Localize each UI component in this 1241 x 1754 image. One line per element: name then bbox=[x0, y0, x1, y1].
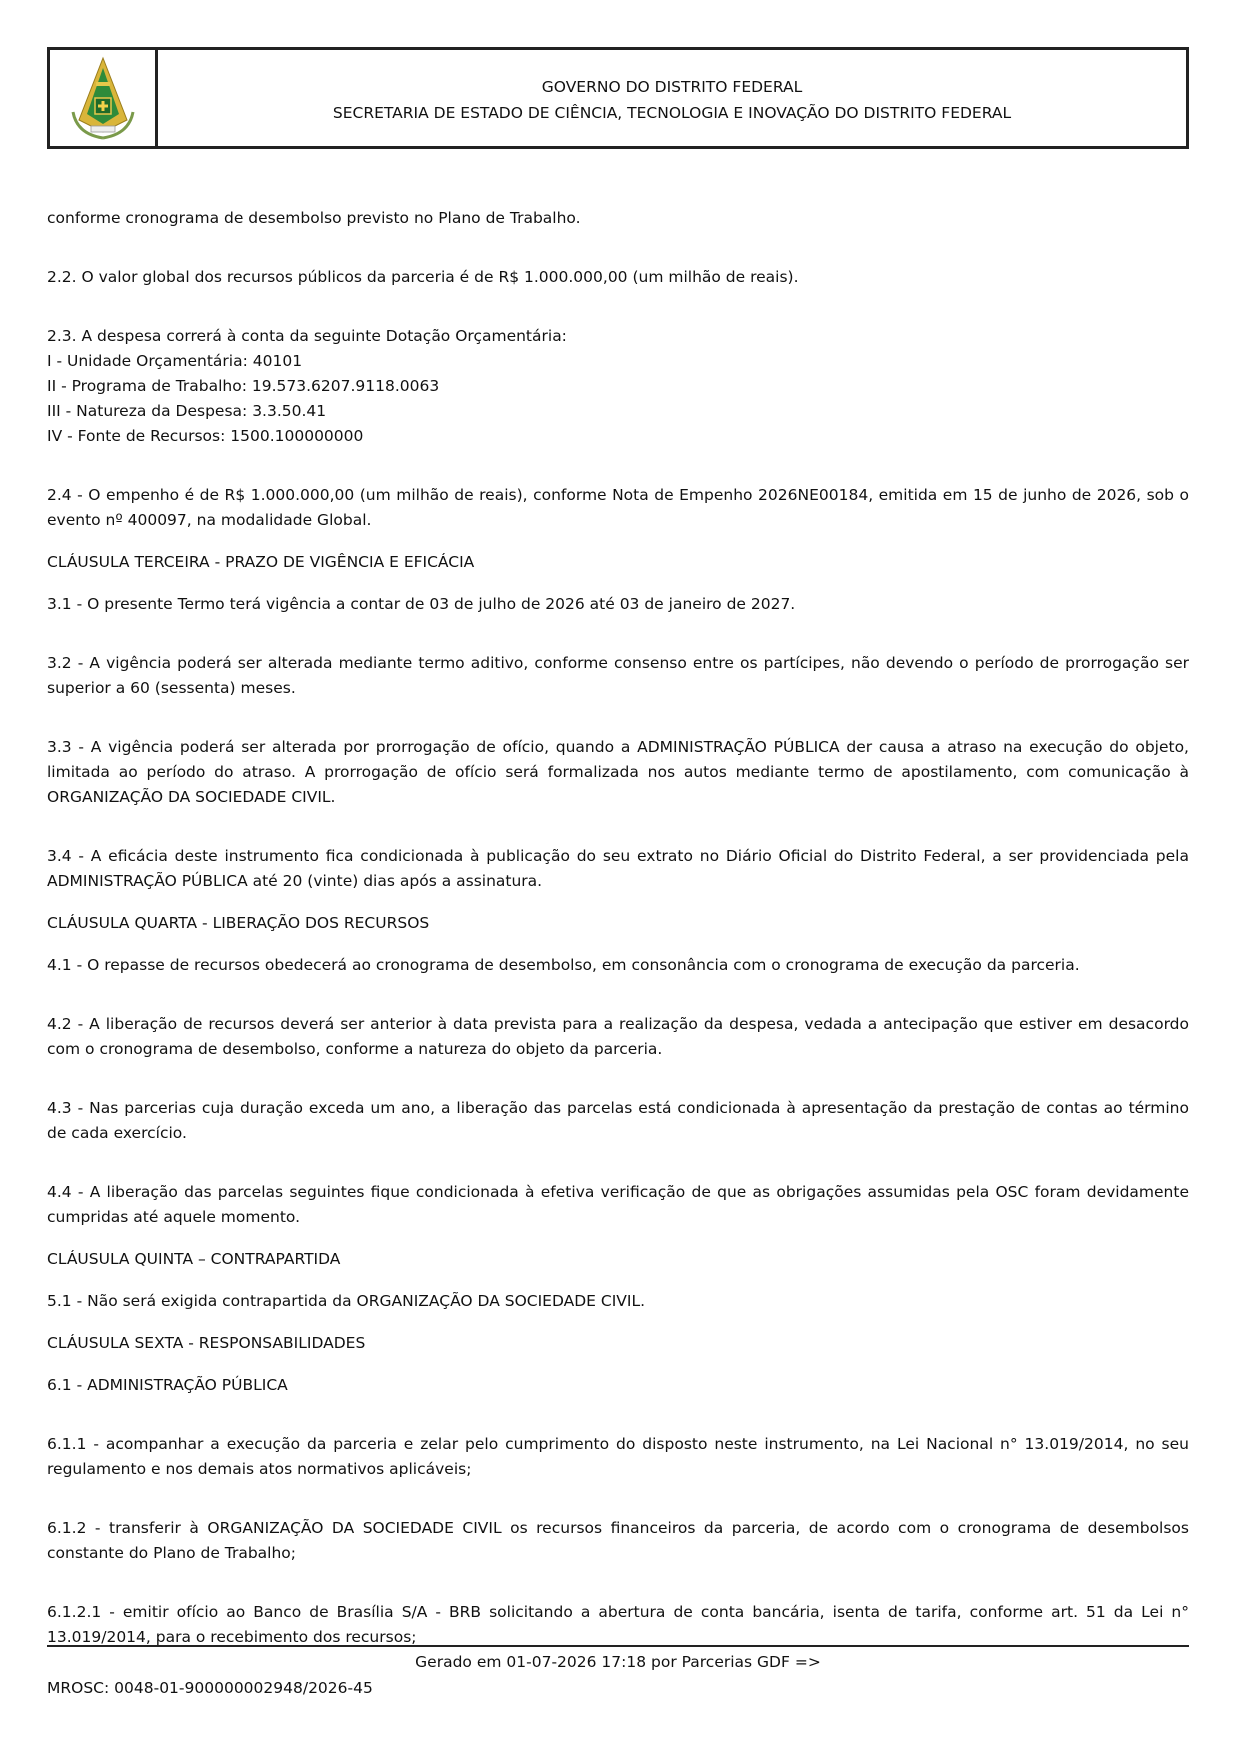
paragraph-6-1-1: 6.1.1 - acompanhar a execução da parceria e zelar pelo cumprimento do disposto neste instrumento, na Lei Nacional n° 13.019/2014, no seu regulamento e nos demais atos normativos aplicáveis; bbox=[47, 1435, 1189, 1478]
document-header bbox=[47, 47, 1189, 149]
generated-by-note: Gerado em 01-07-2026 17:18 por Parcerias GDF => bbox=[415, 1653, 821, 1671]
document-body bbox=[47, 206, 1189, 1650]
paragraph-6-1-2-1: 6.1.2.1 - emitir ofício ao Banco de Brasília S/A - BRB solicitando a abertura de conta bancária, isenta de tarifa, conforme art. 51 da Lei n° 13.019/2014, para o recebimento dos recursos; bbox=[47, 1603, 1189, 1646]
paragraph-4-3: 4.3 - Nas parcerias cuja duração exceda um ano, a liberação das parcelas está condicionada à apresentação da prestação de contas ao término de cada exercício. bbox=[47, 1099, 1189, 1142]
budget-item: I - Unidade Orçamentária: 40101 bbox=[47, 352, 303, 370]
paragraph-continuation: conforme cronograma de desembolso previsto no Plano de Trabalho. bbox=[47, 209, 581, 227]
clause-heading-3: CLÁUSULA TERCEIRA - PRAZO DE VIGÊNCIA E EFICÁCIA bbox=[47, 553, 475, 571]
paragraph-2-3-intro: 2.3. A despesa correrá à conta da seguinte Dotação Orçamentária: bbox=[47, 327, 567, 345]
mrosc-identifier: MROSC: 0048-01-900000002948/2026-45 bbox=[47, 1679, 373, 1697]
clause-heading-6: CLÁUSULA SEXTA - RESPONSABILIDADES bbox=[47, 1334, 366, 1352]
gdf-coat-of-arms-icon bbox=[63, 54, 143, 142]
secretariat-name: SECRETARIA DE ESTADO DE CIÊNCIA, TECNOLOGIA E INOVAÇÃO DO DISTRITO FEDERAL bbox=[332, 104, 1012, 122]
paragraph-2-2: 2.2. O valor global dos recursos públicos da parceria é de R$ 1.000.000,00 (um milhão de reais). bbox=[47, 268, 799, 286]
header-title-cell bbox=[158, 50, 1186, 146]
paragraph-3-4: 3.4 - A eficácia deste instrumento fica condicionada à publicação do seu extrato no Diário Oficial do Distrito Federal, a ser providenciada pela ADMINISTRAÇÃO PÚBLICA até 20 (vinte) dias após a assinatura. bbox=[47, 847, 1189, 890]
paragraph-3-3: 3.3 - A vigência poderá ser alterada por prorrogação de ofício, quando a ADMINISTRAÇÃO PÚBLICA der causa a atraso na execução do objeto, limitada ao período do atraso. A prorrogação de ofício será formalizada nos autos mediante termo de apostilamento, com comunicação à ORGANIZAÇÃO DA SOCIEDADE CIVIL. bbox=[47, 738, 1189, 806]
government-name: GOVERNO DO DISTRITO FEDERAL bbox=[541, 78, 803, 96]
budget-item: III - Natureza da Despesa: 3.3.50.41 bbox=[47, 402, 327, 420]
footer-divider bbox=[47, 1645, 1189, 1647]
paragraph-5-1: 5.1 - Não será exigida contrapartida da ORGANIZAÇÃO DA SOCIEDADE CIVIL. bbox=[47, 1292, 646, 1310]
paragraph-2-4: 2.4 - O empenho é de R$ 1.000.000,00 (um milhão de reais), conforme Nota de Empenho 2026NE00184, emitida em 15 de junho de 2026, sob o evento nº 400097, na modalidade Global. bbox=[47, 486, 1189, 529]
paragraph-6-1-2: 6.1.2 - transferir à ORGANIZAÇÃO DA SOCIEDADE CIVIL os recursos financeiros da parceria, de acordo com o cronograma de desembolsos constante do Plano de Trabalho; bbox=[47, 1519, 1189, 1562]
budget-item: IV - Fonte de Recursos: 1500.100000000 bbox=[47, 427, 364, 445]
paragraph-3-2: 3.2 - A vigência poderá ser alterada mediante termo aditivo, conforme consenso entre os partícipes, não devendo o período de prorrogação ser superior a 60 (sessenta) meses. bbox=[47, 654, 1189, 697]
paragraph-4-1: 4.1 - O repasse de recursos obedecerá ao cronograma de desembolso, em consonância com o cronograma de execução da parceria. bbox=[47, 956, 1080, 974]
clause-heading-5: CLÁUSULA QUINTA – CONTRAPARTIDA bbox=[47, 1250, 341, 1268]
paragraph-3-1: 3.1 - O presente Termo terá vigência a contar de 03 de julho de 2026 até 03 de janeiro de 2027. bbox=[47, 595, 796, 613]
clause-heading-4: CLÁUSULA QUARTA - LIBERAÇÃO DOS RECURSOS bbox=[47, 914, 430, 932]
budget-item: II - Programa de Trabalho: 19.573.6207.9118.0063 bbox=[47, 377, 440, 395]
paragraph-4-4: 4.4 - A liberação das parcelas seguintes fique condicionada à efetiva verificação de que as obrigações assumidas pela OSC foram devidamente cumpridas até aquele momento. bbox=[47, 1183, 1189, 1226]
paragraph-6-1: 6.1 - ADMINISTRAÇÃO PÚBLICA bbox=[47, 1376, 288, 1394]
paragraph-4-2: 4.2 - A liberação de recursos deverá ser anterior à data prevista para a realização da despesa, vedada a antecipação que estiver em desacordo com o cronograma de desembolso, conforme a natureza do objeto da parceria. bbox=[47, 1015, 1189, 1058]
paragraph-2-3 bbox=[47, 324, 1189, 449]
logo-cell bbox=[50, 50, 158, 146]
